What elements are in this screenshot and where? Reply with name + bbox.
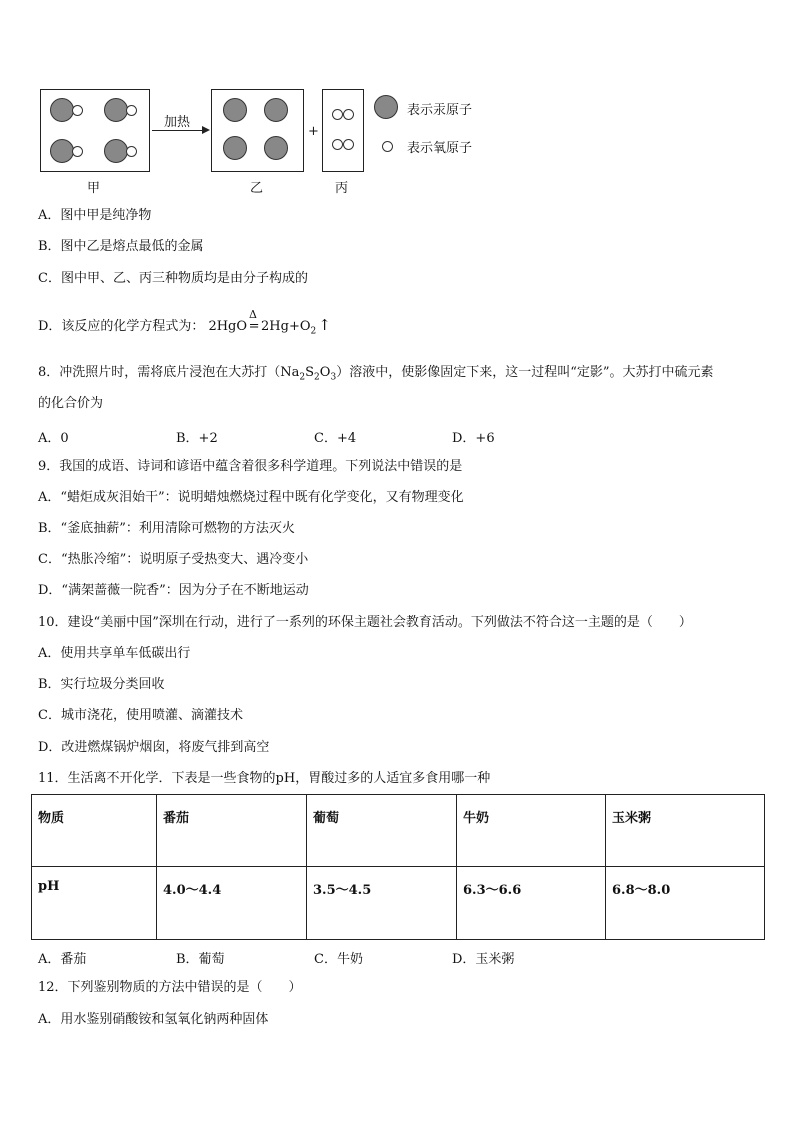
q9-stem: 9．我国的成语、诗词和谚语中蕴含着很多科学道理。下列说法中错误的是 <box>38 459 463 474</box>
oxygen-atom <box>332 139 343 150</box>
gas-arrow-icon: ↑ <box>318 316 331 334</box>
equation-products: 2Hg+O <box>261 319 311 334</box>
box-jia <box>40 89 150 172</box>
reaction-arrow <box>152 130 205 131</box>
q11-option-c: C．牛奶 <box>314 952 363 967</box>
oxygen-atom <box>72 146 83 157</box>
legend-oxygen-label: 表示氧原子 <box>407 141 473 156</box>
mercury-atom <box>223 136 247 160</box>
label-bing: 丙 <box>335 181 349 196</box>
mercury-atom <box>104 139 128 163</box>
q8-option-a: A．0 <box>38 431 69 446</box>
q10-option-d: D．改进燃煤锅炉烟囱，将废气排到高空 <box>38 740 270 755</box>
equation-subscript: 2 <box>310 326 317 337</box>
q10-option-c: C．城市浇花，使用喷灌、滴灌技术 <box>38 708 243 723</box>
q8-option-d: D．+6 <box>452 431 495 446</box>
q7-option-b: B．图中乙是熔点最低的金属 <box>38 239 204 254</box>
table-cell: 6.3～6.6 <box>457 867 606 940</box>
q9-option-d: D．“满架蔷薇一院香”：因为分子在不断地运动 <box>38 583 309 598</box>
oxygen-atom <box>343 109 354 120</box>
q12-option-a: A．用水鉴别硝酸铵和氢氧化钠两种固体 <box>38 1012 269 1027</box>
q11-option-a: A．番茄 <box>38 952 87 967</box>
q7-option-d <box>38 308 331 337</box>
oxygen-atom <box>343 139 354 150</box>
q7-option-c: C．图中甲、乙、丙三种物质均是由分子构成的 <box>38 271 308 286</box>
mercury-atom <box>50 139 74 163</box>
q10-option-b: B．实行垃圾分类回收 <box>38 677 165 692</box>
table-cell: 牛奶 <box>457 795 606 867</box>
table-cell: 玉米粥 <box>606 795 765 867</box>
q7-option-d-prefix: D．该反应的化学方程式为： <box>38 319 205 334</box>
table-cell: 物质 <box>32 795 157 867</box>
mercury-atom <box>264 98 288 122</box>
legend-mercury-atom <box>374 95 398 119</box>
table-cell: 6.8～8.0 <box>606 867 765 940</box>
q8-option-b: B．+2 <box>176 431 218 446</box>
q10-stem: 10．建设“美丽中国”深圳在行动，进行了一系列的环保主题社会教育活动。下列做法不符合这一主题的是（ ） <box>38 615 692 630</box>
ph-table <box>31 794 765 940</box>
label-yi: 乙 <box>250 181 264 196</box>
q7-option-a: A．图中甲是纯净物 <box>38 208 152 223</box>
q8-option-c: C．+4 <box>314 431 357 446</box>
equals-sign-icon: = <box>248 319 260 334</box>
oxygen-atom <box>332 109 343 120</box>
q9-option-a: A．“蜡炬成灰泪始干”：说明蜡烛燃烧过程中既有化学变化，又有物理变化 <box>38 490 464 505</box>
q9-option-b: B．“釜底抽薪”：利用清除可燃物的方法灭火 <box>38 521 295 536</box>
q11-option-d: D．玉米粥 <box>452 952 515 967</box>
legend-mercury-label: 表示汞原子 <box>407 103 473 118</box>
q9-option-c: C．“热胀冷缩”：说明原子受热变大、遇冷变小 <box>38 552 309 567</box>
mercury-atom <box>223 98 247 122</box>
chemical-equation <box>208 308 331 337</box>
plus-sign: + <box>308 124 319 139</box>
oxygen-atom <box>126 146 137 157</box>
table-cell: 4.0～4.4 <box>157 867 307 940</box>
reaction-arrow-head <box>202 126 210 134</box>
equation-reactant: 2HgO <box>208 319 248 334</box>
table-cell: 番茄 <box>157 795 307 867</box>
table-cell: pH <box>32 867 157 940</box>
q8-stem: 8．冲洗照片时，需将底片浸泡在大苏打$(Na_2S_2O_3)$溶液中，使影像固定下来，这一过程叫“定影”。大苏打中硫元素 <box>38 365 714 383</box>
table-cell: 3.5～4.5 <box>307 867 457 940</box>
label-jia: 甲 <box>87 181 101 196</box>
mercury-atom <box>104 98 128 122</box>
oxygen-atom <box>72 105 83 116</box>
q10-option-a: A．使用共享单车低碳出行 <box>38 646 191 661</box>
box-bing <box>322 89 364 172</box>
q11-option-b: B．葡萄 <box>176 952 225 967</box>
mercury-atom <box>264 136 288 160</box>
table-row <box>32 867 765 940</box>
oxygen-atom <box>126 105 137 116</box>
q8-stem-line2: 的化合价为 <box>38 396 104 411</box>
mercury-atom <box>50 98 74 122</box>
box-yi <box>211 89 304 172</box>
q12-stem: 12．下列鉴别物质的方法中错误的是（ ） <box>38 980 302 995</box>
legend-oxygen-atom <box>382 141 393 152</box>
equation-condition: Δ <box>249 308 257 321</box>
heating-label: 加热 <box>164 115 191 130</box>
table-row <box>32 795 765 867</box>
table-cell: 葡萄 <box>307 795 457 867</box>
q11-stem: 11．生活离不开化学．下表是一些食物的pH，胃酸过多的人适宜多食用哪一种 <box>38 771 491 786</box>
